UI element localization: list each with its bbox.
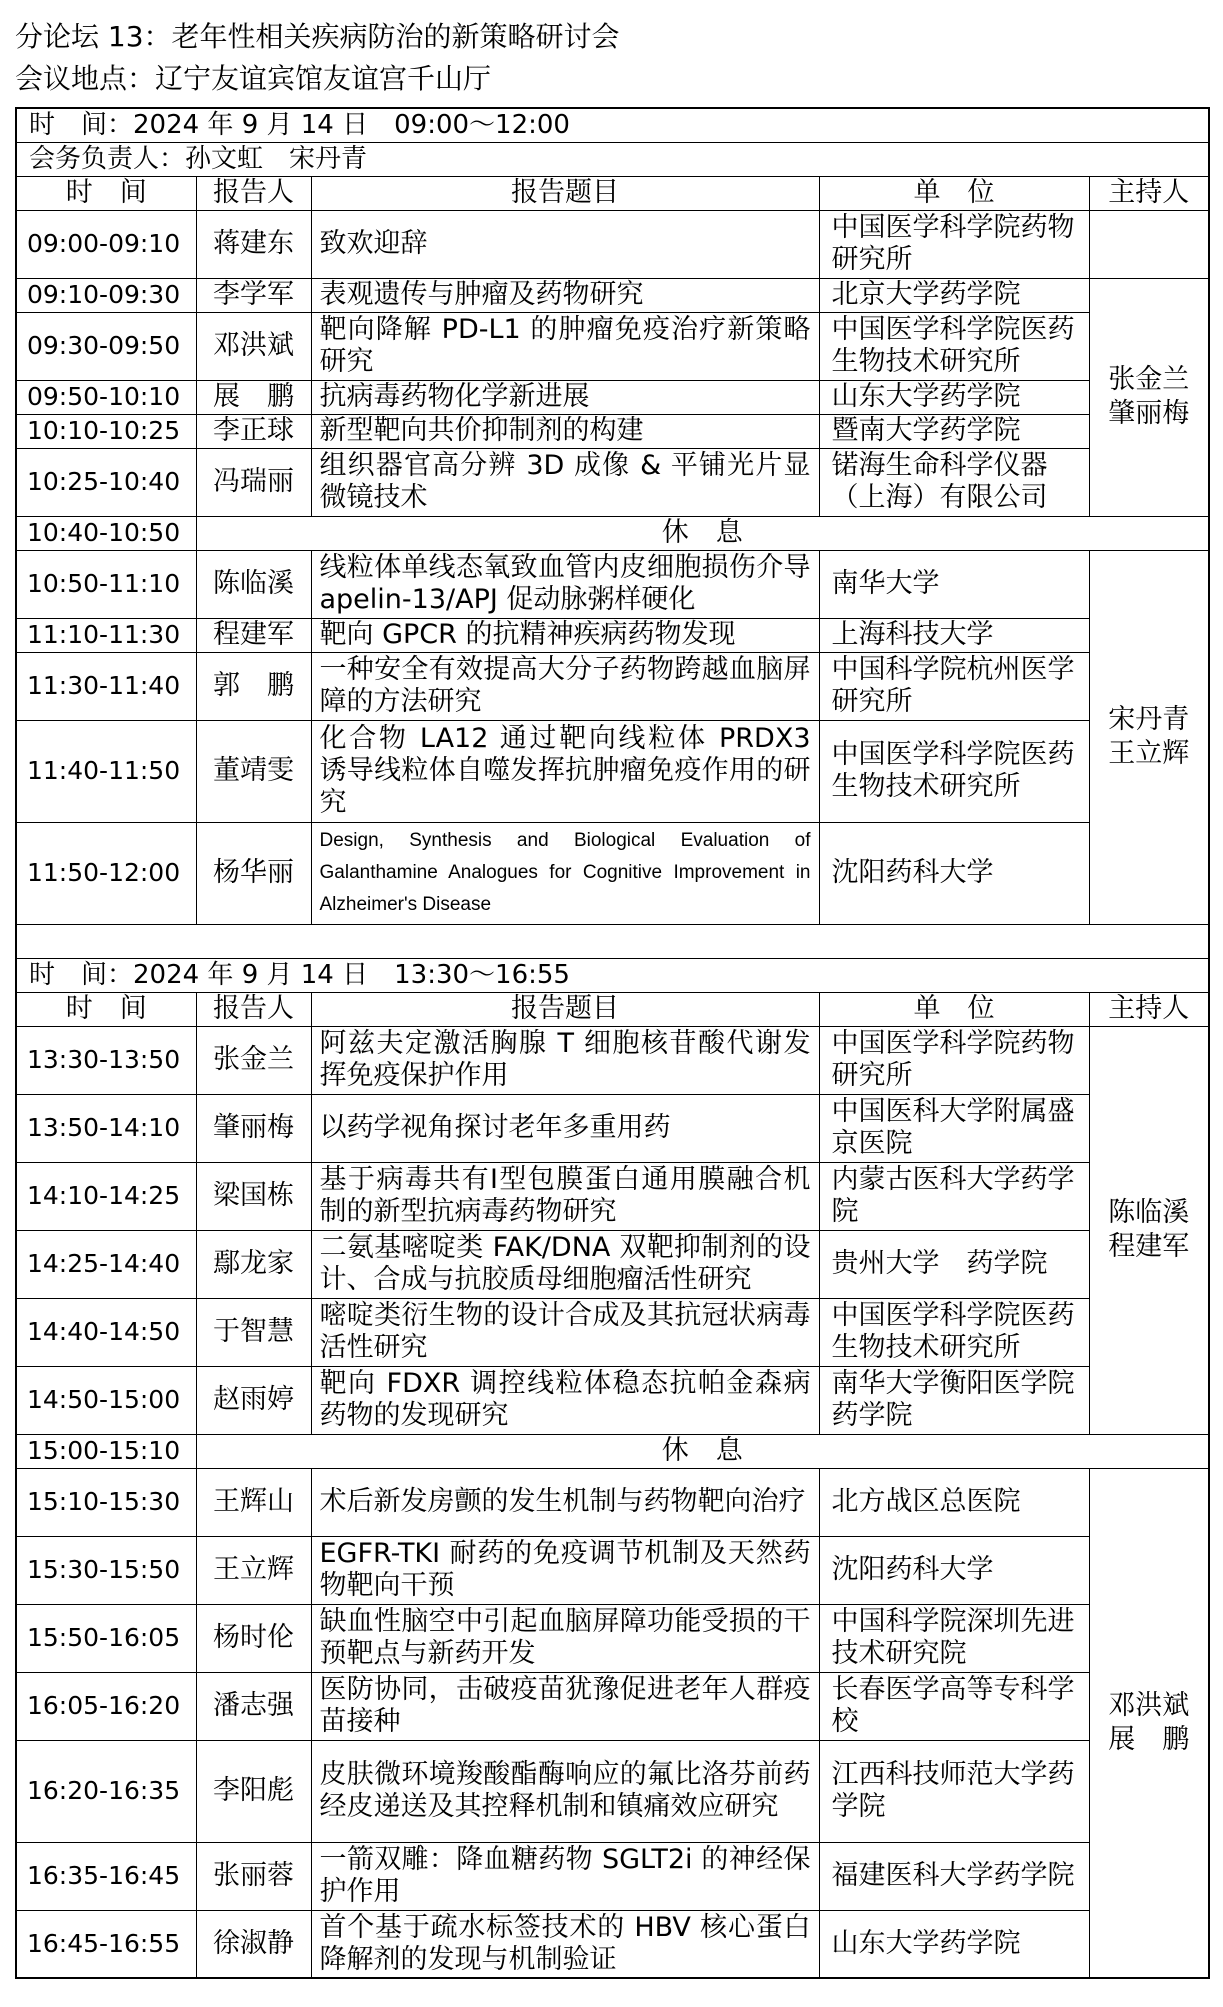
time-cell: 14:40-14:50: [16, 1298, 196, 1366]
unit-cell: 中国医学科学院药物研究所: [819, 210, 1089, 278]
time-cell: 11:50-12:00: [16, 822, 196, 924]
unit-cell: 山东大学药学院: [819, 380, 1089, 414]
speaker-cell: 陈临溪: [196, 550, 311, 618]
speaker-cell: 梁国栋: [196, 1162, 311, 1230]
time-cell: 09:00-09:10: [16, 210, 196, 278]
header-speaker: 报告人: [196, 176, 311, 210]
host-name: 宋丹青: [1108, 704, 1190, 735]
schedule-row: [16, 1672, 1209, 1740]
schedule-row: [16, 1842, 1209, 1910]
unit-cell: 中国医学科学院医药生物技术研究所: [819, 720, 1089, 822]
topic-cell: 一箭双雕：降血糖药物 SGLT2i 的神经保护作用: [311, 1842, 819, 1910]
topic-cell: 皮肤微环境羧酸酯酶响应的氟比洛芬前药经皮递送及其控释机制和镇痛效应研究: [311, 1740, 819, 1842]
topic-cell: 组织器官高分辨 3D 成像 & 平铺光片显微镜技术: [311, 448, 819, 516]
schedule-row: [16, 312, 1209, 380]
schedule-row: [16, 1298, 1209, 1366]
host-cell: [1089, 550, 1209, 924]
header-time: 时 间: [16, 176, 196, 210]
schedule-row: [16, 1026, 1209, 1094]
host-cell-empty: [1089, 210, 1209, 278]
speaker-cell: 于智慧: [196, 1298, 311, 1366]
schedule-row: [16, 278, 1209, 312]
time-cell: 13:50-14:10: [16, 1094, 196, 1162]
topic-cell: 靶向降解 PD-L1 的肿瘤免疫治疗新策略研究: [311, 312, 819, 380]
table-header-row: [16, 992, 1209, 1026]
speaker-cell: 张金兰: [196, 1026, 311, 1094]
topic-cell: 首个基于疏水标签技术的 HBV 核心蛋白降解剂的发现与机制验证: [311, 1910, 819, 1978]
schedule-row: [16, 1536, 1209, 1604]
schedule-row: [16, 652, 1209, 720]
time-cell: 14:25-14:40: [16, 1230, 196, 1298]
topic-cell: 以药学视角探讨老年多重用药: [311, 1094, 819, 1162]
topic-cell: 缺血性脑空中引起血脑屏障功能受损的干预靶点与新药开发: [311, 1604, 819, 1672]
speaker-cell: 冯瑞丽: [196, 448, 311, 516]
host-name: 陈临溪: [1108, 1197, 1190, 1228]
schedule-table: [15, 107, 1210, 1979]
host-name: 肇丽梅: [1108, 398, 1190, 429]
organizers-info: 会务负责人：孙文虹 宋丹青: [16, 142, 1209, 176]
host-name: 邓洪斌: [1108, 1689, 1190, 1721]
speaker-cell: 邓洪斌: [196, 312, 311, 380]
session-time-row: [16, 108, 1209, 142]
schedule-row: [16, 1468, 1209, 1536]
topic-cell: EGFR-TKI 耐药的免疫调节机制及天然药物靶向干预: [311, 1536, 819, 1604]
time-cell: 09:50-10:10: [16, 380, 196, 414]
speaker-cell: 王辉山: [196, 1468, 311, 1536]
schedule-row: [16, 1604, 1209, 1672]
schedule-row: [16, 822, 1209, 924]
spacer-row: [16, 924, 1209, 958]
time-cell: 11:30-11:40: [16, 652, 196, 720]
schedule-row: [16, 1094, 1209, 1162]
host-cell: [1089, 1468, 1209, 1978]
topic-cell: 新型靶向共价抑制剂的构建: [311, 414, 819, 448]
time-cell: 13:30-13:50: [16, 1026, 196, 1094]
time-cell: 16:35-16:45: [16, 1842, 196, 1910]
table-header-row: [16, 176, 1209, 210]
unit-cell: 山东大学药学院: [819, 1910, 1089, 1978]
time-cell: 10:50-11:10: [16, 550, 196, 618]
time-cell: 15:30-15:50: [16, 1536, 196, 1604]
speaker-cell: 李正球: [196, 414, 311, 448]
speaker-cell: 李阳彪: [196, 1740, 311, 1842]
topic-cell: 表观遗传与肿瘤及药物研究: [311, 278, 819, 312]
speaker-cell: 李学军: [196, 278, 311, 312]
unit-cell: 内蒙古医科大学药学院: [819, 1162, 1089, 1230]
header-speaker: 报告人: [196, 992, 311, 1026]
time-cell: 16:45-16:55: [16, 1910, 196, 1978]
speaker-cell: 郭 鹏: [196, 652, 311, 720]
speaker-cell: 董靖雯: [196, 720, 311, 822]
unit-cell: 南华大学: [819, 550, 1089, 618]
header-unit: 单 位: [819, 992, 1089, 1026]
header-host: 主持人: [1089, 176, 1209, 210]
schedule-row: [16, 1740, 1209, 1842]
unit-cell: 北京大学药学院: [819, 278, 1089, 312]
speaker-cell: 潘志强: [196, 1672, 311, 1740]
topic-cell: 靶向 FDXR 调控线粒体稳态抗帕金森病药物的发现研究: [311, 1366, 819, 1434]
topic-cell: 线粒体单线态氧致血管内皮细胞损伤介导 apelin-13/APJ 促动脉粥样硬化: [311, 550, 819, 618]
forum-title: 分论坛 13：老年性相关疾病防治的新策略研讨会: [15, 20, 620, 53]
unit-cell: 江西科技师范大学药学院: [819, 1740, 1089, 1842]
schedule-row: [16, 414, 1209, 448]
topic-cell: 嘧啶类衍生物的设计合成及其抗冠状病毒活性研究: [311, 1298, 819, 1366]
unit-cell: 沈阳药科大学: [819, 822, 1089, 924]
time-cell: 09:30-09:50: [16, 312, 196, 380]
time-cell: 10:10-10:25: [16, 414, 196, 448]
speaker-cell: 杨时伦: [196, 1604, 311, 1672]
host-cell: [1089, 1026, 1209, 1434]
topic-cell: 致欢迎辞: [311, 210, 819, 278]
unit-cell: 沈阳药科大学: [819, 1536, 1089, 1604]
time-cell: 10:25-10:40: [16, 448, 196, 516]
time-cell: 16:05-16:20: [16, 1672, 196, 1740]
time-cell: 15:10-15:30: [16, 1468, 196, 1536]
host-cell: [1089, 278, 1209, 516]
speaker-cell: 展 鹏: [196, 380, 311, 414]
host-name: 王立辉: [1108, 738, 1190, 769]
unit-cell: 锘海生命科学仪器（上海）有限公司: [819, 448, 1089, 516]
time-cell: 14:50-15:00: [16, 1366, 196, 1434]
unit-cell: 南华大学衡阳医学院药学院: [819, 1366, 1089, 1434]
topic-cell: 靶向 GPCR 的抗精神疾病药物发现: [311, 618, 819, 652]
break-label: 休 息: [196, 1434, 1209, 1468]
topic-cell: 一种安全有效提高大分子药物跨越血脑屏障的方法研究: [311, 652, 819, 720]
time-cell: 14:10-14:25: [16, 1162, 196, 1230]
speaker-cell: 鄢龙家: [196, 1230, 311, 1298]
speaker-cell: 蒋建东: [196, 210, 311, 278]
host-name: 张金兰: [1108, 364, 1190, 395]
break-label: 休 息: [196, 516, 1209, 550]
schedule-row: [16, 1366, 1209, 1434]
speaker-cell: 杨华丽: [196, 822, 311, 924]
schedule-row: [16, 618, 1209, 652]
schedule-row: [16, 1230, 1209, 1298]
time-cell: 15:00-15:10: [16, 1434, 196, 1468]
unit-cell: 中国医科大学附属盛京医院: [819, 1094, 1089, 1162]
schedule-row: [16, 720, 1209, 822]
topic-cell: Design, Synthesis and Biological Evaluation of Galanthamine Analogues for Cognitive Improvement in Alzheimer's Disease: [311, 822, 819, 924]
document-header: [0, 0, 1223, 100]
speaker-cell: 赵雨婷: [196, 1366, 311, 1434]
organizers-row: [16, 142, 1209, 176]
unit-cell: 暨南大学药学院: [819, 414, 1089, 448]
time-cell: 16:20-16:35: [16, 1740, 196, 1842]
topic-cell: 化合物 LA12 通过靶向线粒体 PRDX3 诱导线粒体自噬发挥抗肿瘤免疫作用的研究: [311, 720, 819, 822]
header-topic: 报告题目: [311, 176, 819, 210]
spacer-cell: [16, 924, 1209, 958]
time-cell: 11:10-11:30: [16, 618, 196, 652]
time-cell: 15:50-16:05: [16, 1604, 196, 1672]
unit-cell: 长春医学高等专科学校: [819, 1672, 1089, 1740]
topic-cell: 阿兹夫定激活胸腺 T 细胞核苷酸代谢发挥免疫保护作用: [311, 1026, 819, 1094]
header-time: 时 间: [16, 992, 196, 1026]
topic-cell: 二氨基嘧啶类 FAK/DNA 双靶抑制剂的设计、合成与抗胶质母细胞瘤活性研究: [311, 1230, 819, 1298]
venue-line: 会议地点：辽宁友谊宾馆友谊宫千山厅: [15, 62, 492, 95]
schedule-row: [16, 1910, 1209, 1978]
header-host: 主持人: [1089, 992, 1209, 1026]
schedule-row: [16, 550, 1209, 618]
session-time-info: 时 间：2024 年 9 月 14 日 13:30～16:55: [16, 958, 1209, 992]
time-cell: 09:10-09:30: [16, 278, 196, 312]
schedule-row: [16, 448, 1209, 516]
schedule-row: [16, 1162, 1209, 1230]
speaker-cell: 王立辉: [196, 1536, 311, 1604]
speaker-cell: 张丽蓉: [196, 1842, 311, 1910]
host-name: 展 鹏: [1108, 1723, 1190, 1755]
host-name: 程建军: [1108, 1231, 1190, 1262]
speaker-cell: 徐淑静: [196, 1910, 311, 1978]
header-topic: 报告题目: [311, 992, 819, 1026]
time-cell: 10:40-10:50: [16, 516, 196, 550]
schedule-row: [16, 380, 1209, 414]
speaker-cell: 程建军: [196, 618, 311, 652]
unit-cell: 中国医学科学院医药生物技术研究所: [819, 1298, 1089, 1366]
unit-cell: 中国医学科学院药物研究所: [819, 1026, 1089, 1094]
session-time-row: [16, 958, 1209, 992]
speaker-cell: 肇丽梅: [196, 1094, 311, 1162]
header-unit: 单 位: [819, 176, 1089, 210]
unit-cell: 上海科技大学: [819, 618, 1089, 652]
topic-cell: 术后新发房颤的发生机制与药物靶向治疗: [311, 1468, 819, 1536]
unit-cell: 北方战区总医院: [819, 1468, 1089, 1536]
unit-cell: 中国科学院深圳先进技术研究院: [819, 1604, 1089, 1672]
topic-cell: 抗病毒药物化学新进展: [311, 380, 819, 414]
break-row: [16, 1434, 1209, 1468]
unit-cell: 中国科学院杭州医学研究所: [819, 652, 1089, 720]
time-cell: 11:40-11:50: [16, 720, 196, 822]
session-time-info: 时 间：2024 年 9 月 14 日 09:00～12:00: [16, 108, 1209, 142]
topic-cell: 基于病毒共有I型包膜蛋白通用膜融合机制的新型抗病毒药物研究: [311, 1162, 819, 1230]
unit-cell: 中国医学科学院医药生物技术研究所: [819, 312, 1089, 380]
unit-cell: 贵州大学 药学院: [819, 1230, 1089, 1298]
break-row: [16, 516, 1209, 550]
unit-cell: 福建医科大学药学院: [819, 1842, 1089, 1910]
schedule-row: [16, 210, 1209, 278]
topic-cell: 医防协同，击破疫苗犹豫促进老年人群疫苗接种: [311, 1672, 819, 1740]
